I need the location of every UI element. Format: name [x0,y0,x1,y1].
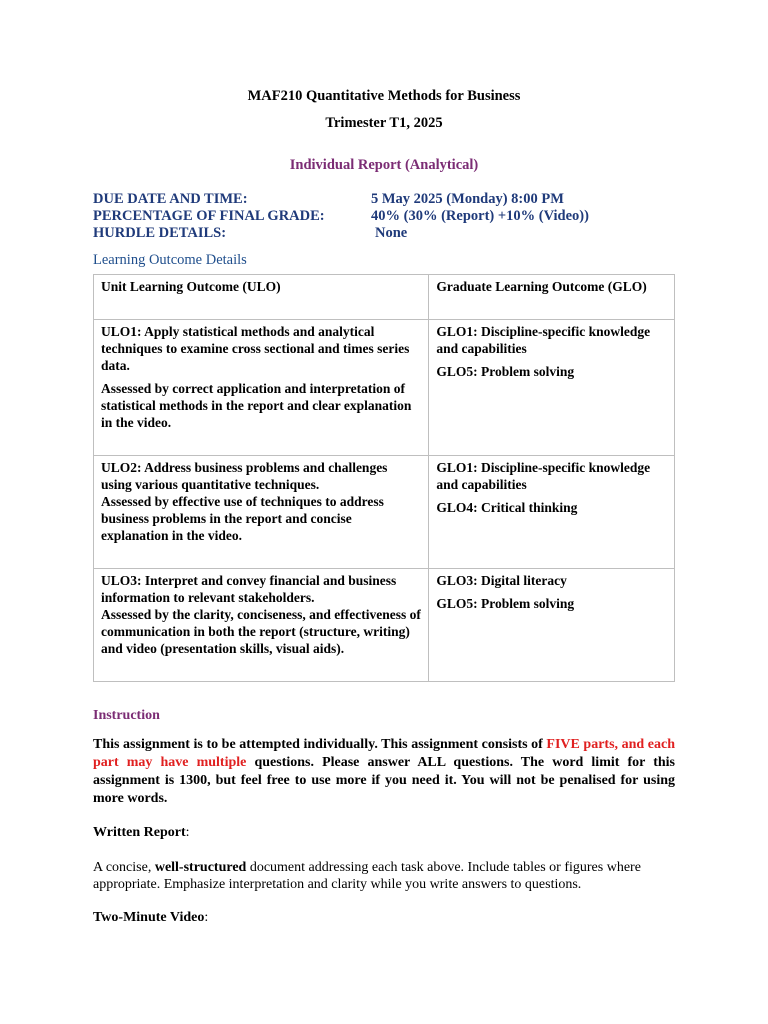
written-report-heading [93,825,190,841]
written-report-emphasis: well-structured [154,860,247,875]
video-title: Two-Minute Video [93,910,205,925]
ulo-cell [94,456,429,569]
due-date-label: DUE DATE AND TIME: [93,191,248,207]
glo-cell [429,456,675,569]
grade-percentage-label: PERCENTAGE OF FINAL GRADE: [93,208,325,224]
glo-text: GLO4: Critical thinking [436,500,578,515]
ulo-assessment: Assessed by the clarity, conciseness, and effectiveness of communication in both the report (structure, writing) and video (presentation skills, visual aids). [101,607,421,656]
written-report-text: A concise, [93,860,155,875]
due-date-row [93,191,589,208]
ulo-text: ULO2: Address business problems and challenges using various quantitative techniques. [101,460,388,492]
glo-text: GLO5: Problem solving [436,364,575,379]
written-report-paragraph [93,859,683,893]
written-report-title: Written Report [93,825,186,840]
report-type: Individual Report (Analytical) [289,157,479,173]
course-title: MAF210 Quantitative Methods for Business [247,88,521,104]
ulo-cell [94,320,429,456]
ulo-assessment: Assessed by correct application and interpretation of statistical methods in the report and clear explanation in the video. [101,381,412,430]
table-row [94,320,675,456]
video-colon: : [204,910,209,925]
instruction-paragraph [93,736,675,808]
hurdle-row [93,225,589,242]
glo-text: GLO5: Problem solving [436,596,575,611]
video-heading [93,910,208,926]
glo-text: GLO1: Discipline-specific knowledge and capabilities [436,324,651,356]
due-date-value: 5 May 2025 (Monday) 8:00 PM [371,191,564,207]
table-row [94,569,675,682]
instruction-heading: Instruction [93,708,160,723]
ulo-column-header: Unit Learning Outcome (ULO) [94,275,429,320]
table-header-row [94,275,675,320]
glo-cell [429,569,675,682]
glo-column-header: Graduate Learning Outcome (GLO) [429,275,675,320]
hurdle-value: None [375,225,408,241]
due-details [93,191,589,242]
hurdle-label: HURDLE DETAILS: [93,225,227,241]
grade-percentage-row [93,208,589,225]
ulo-text: ULO1: Apply statistical methods and analytical techniques to examine cross sectional and times series data. [101,324,410,373]
learning-outcome-heading: Learning Outcome Details [93,252,247,268]
written-report-colon: : [185,825,190,840]
glo-text: GLO1: Discipline-specific knowledge and capabilities [436,460,651,492]
ulo-text: ULO3: Interpret and convey financial and business information to relevant stakeholders. [101,573,397,605]
instruction-text: This assignment is to be attempted individually. This assignment consists of [93,737,547,752]
written-report-text: document addressing each task above. Include tables or figures where appropriate. Emphasize interpretation and clarity while you write answers to questions. [93,860,641,892]
ulo-cell [94,569,429,682]
learning-outcome-table [93,274,675,682]
table-row [94,456,675,569]
ulo-assessment: Assessed by effective use of techniques to address business problems in the report and concise explanation in the video. [101,494,384,543]
instruction-text: questions. Please answer ALL questions. The word limit for this assignment is 1300, but feel free to use more if you need it. You will not be penalised for using more words. [93,755,675,806]
trimester: Trimester T1, 2025 [325,115,443,131]
grade-percentage-value: 40% (30% (Report) +10% (Video)) [371,208,589,224]
glo-text: GLO3: Digital literacy [436,573,567,588]
instruction-highlight: FIVE parts, and each part may have multiple [93,737,675,770]
glo-cell [429,320,675,456]
